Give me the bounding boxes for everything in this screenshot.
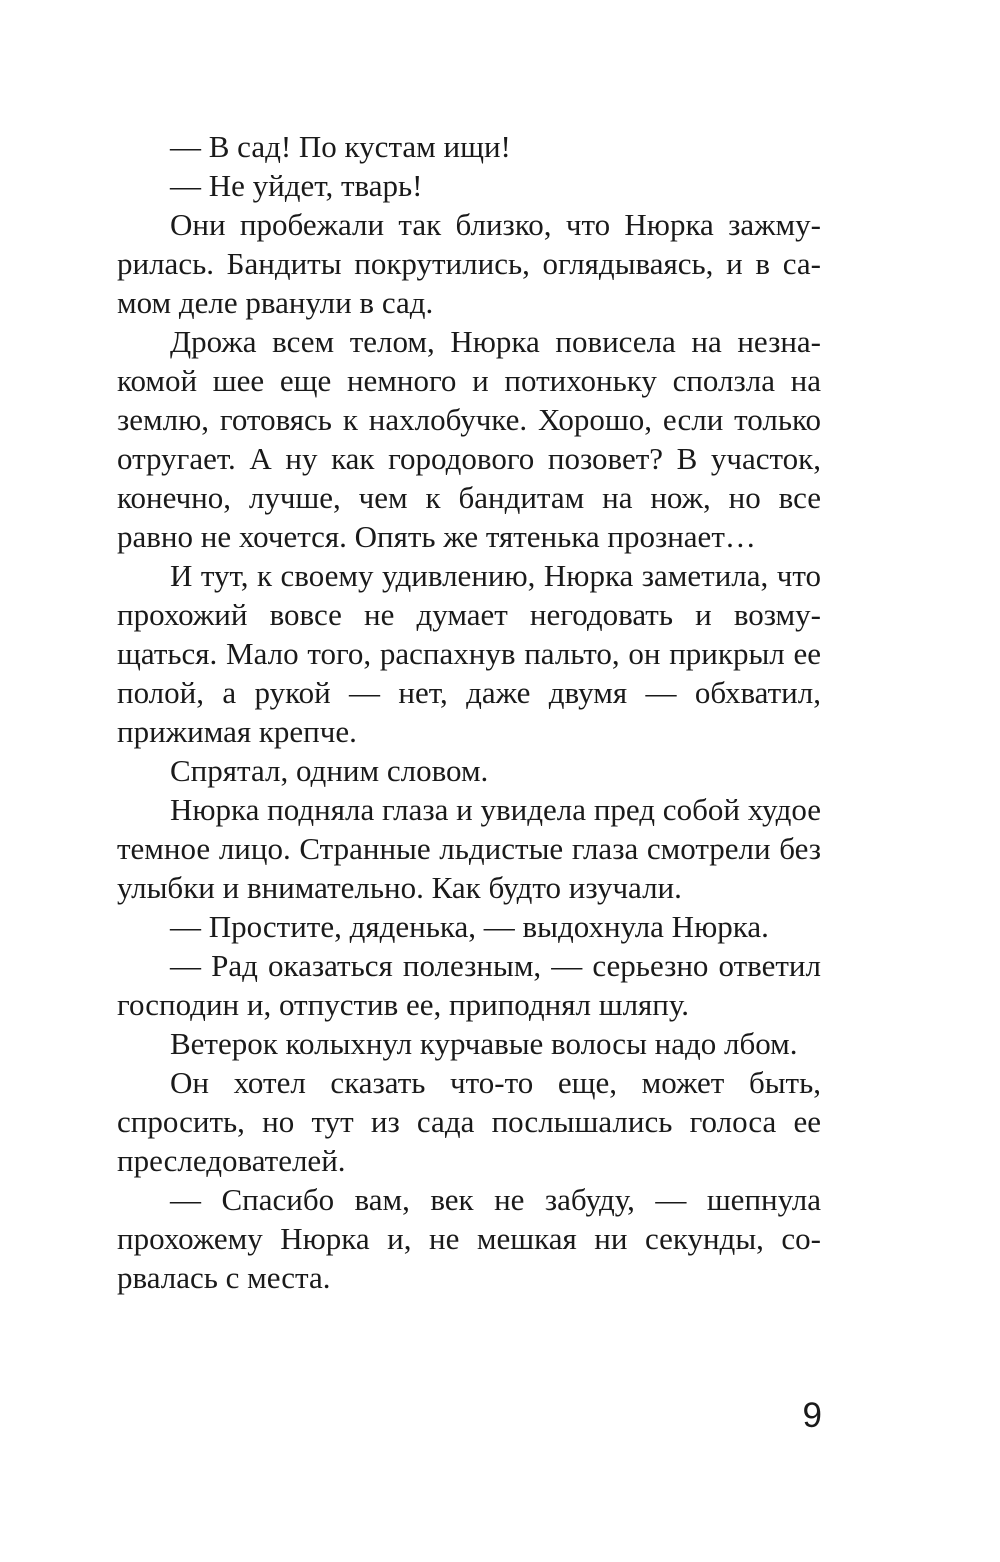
- paragraph-10: Ветерок колыхнул курчавые волосы надо лбом.: [170, 1026, 798, 1061]
- paragraph-6: Спрятал, одним словом.: [170, 753, 489, 788]
- paragraph-5: И тут, к своему удивлению, Нюрка заметила, что прохожий вовсе не думает негодовать и возмущаться. Мало того, распахнув пальто, он прикрыл ее полой, а рукой — нет, даже двумя — обхватил, прижимая крепче.: [117, 558, 821, 749]
- paragraph-4: Дрожа всем телом, Нюрка повисела на незнакомой шее еще немного и потихоньку сползла на землю, готовясь к нахлобучке. Хорошо, если только отругает. А ну как городового позовет? В участок, конечно, лучше, чем к бандитам на нож, но все равно не хочется. Опять же тятенька прознает…: [117, 324, 821, 554]
- page-number: 9: [802, 1396, 822, 1435]
- paragraph-7: Нюрка подняла глаза и увидела пред собой худое темное лицо. Странные льдистые глаза смотрели без улыбки и внимательно. Как будто изучали.: [117, 792, 821, 905]
- paragraph-11: Он хотел сказать что-то еще, может быть, спросить, но тут из сада послышались голоса ее преследователей.: [117, 1065, 821, 1178]
- paragraph-12: — Спасибо вам, век не забуду, — шепнула прохожему Нюрка и, не мешкая ни секунды, сорвалась с места.: [117, 1182, 821, 1295]
- paragraph-9: — Рад оказаться полезным, — серьезно ответил господин и, отпустив ее, приподнял шляпу.: [117, 948, 821, 1022]
- paragraph-1: — В сад! По кустам ищи!: [170, 129, 511, 164]
- body-text: [117, 127, 821, 1297]
- paragraph-3: Они пробежали так близко, что Нюрка зажмурилась. Бандиты покрутились, оглядываясь, и в самом деле рванули в сад.: [117, 207, 821, 320]
- paragraph-2: — Не уйдет, тварь!: [170, 168, 423, 203]
- paragraph-8: — Простите, дяденька, — выдохнула Нюрка.: [170, 909, 769, 944]
